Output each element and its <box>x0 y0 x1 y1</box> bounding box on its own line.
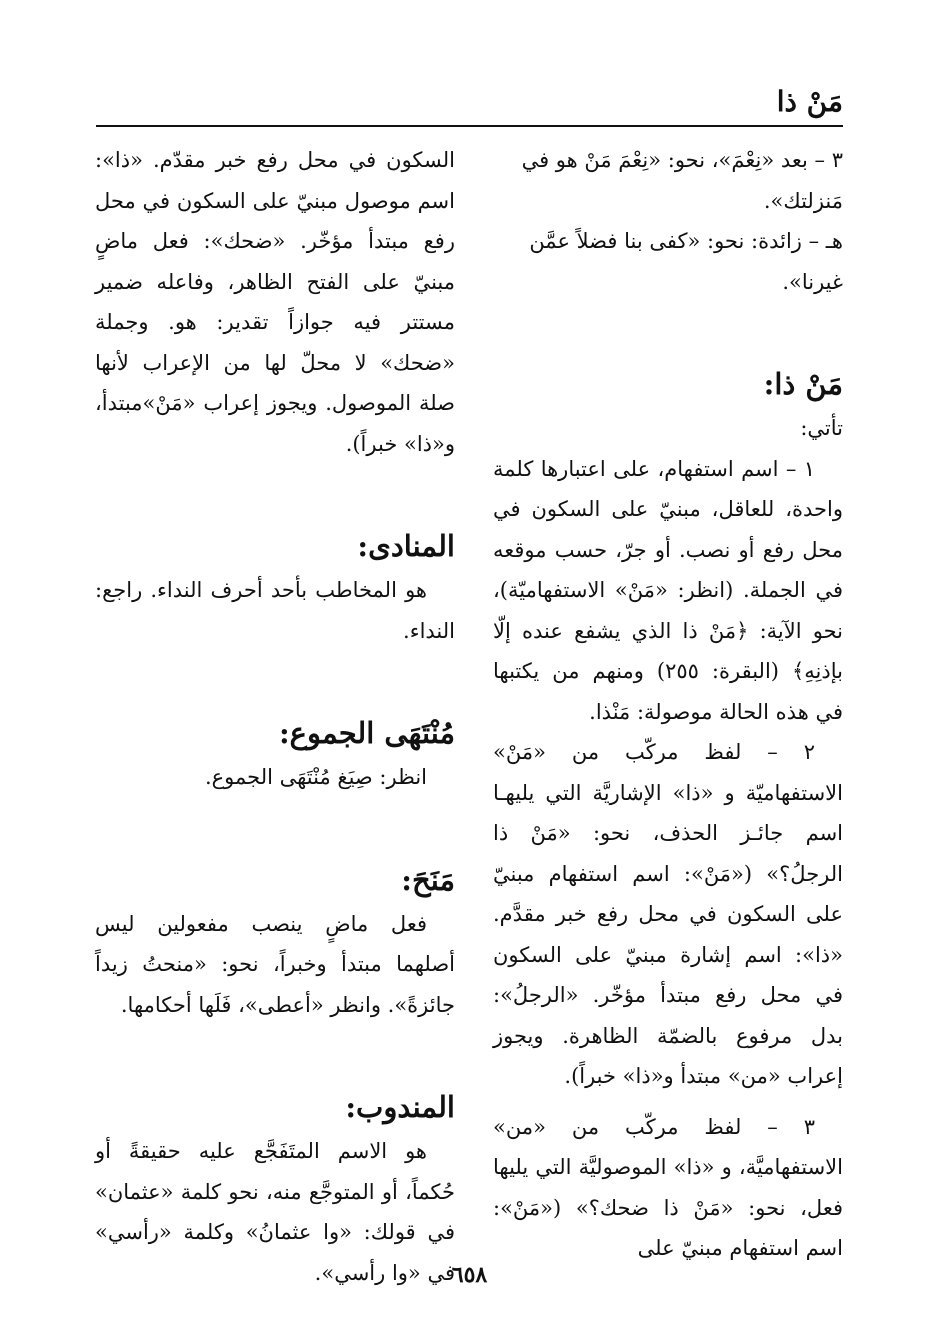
spacer <box>95 1025 455 1083</box>
text-line: مَنزلتك». <box>763 188 843 213</box>
entry-paragraph: فعل ماضٍ ينصب مفعولين ليس أصلهما مبتدأ وخبراً، نحو: «منحتُ زيداً جائزةً». وانظر «أعطى»، فَلَها أحكامها. <box>95 911 455 1017</box>
right-column <box>493 140 843 1269</box>
spacer <box>493 302 843 360</box>
entry-intro: تأتي: <box>800 416 843 440</box>
entry-paragraph: هو الاسم المتَفَجَّع عليه حقيقةً أو حُكماً، أو المتوجَّع منه، نحو كلمة «عثمان» في قولك: «وا عثمانُ» وكلمة «رأسي» في «وا رأسي». <box>95 1139 455 1285</box>
text-line: هـ – زائدة: نحو: «كفى بنا فضلاً عمَّن <box>529 229 843 253</box>
entry-title-muntaha: مُنْتَهَى الجموع: <box>278 716 455 750</box>
entry-title-manaha: مَنَحَ: <box>401 862 455 897</box>
entry-title-man-dha: مَنْ ذا: <box>763 367 843 401</box>
entry-paragraph: انظر: صِيَغ مُنْتَهَى الجموع. <box>204 765 427 789</box>
entry-title-munada: المنادى: <box>357 529 455 563</box>
text-line: غيرنا». <box>782 269 843 294</box>
spacer <box>493 1097 843 1107</box>
entry-paragraph: ٣ – لفظ مركّب من «من» الاستفهاميَّة، و «ذا» الموصوليَّة التي يليها فعل، نحو: «مَنْ ذا ضحك؟» («مَنْ»: اسم استفهام مبنيّ على <box>493 1114 843 1260</box>
entry-paragraph: ١ – اسم استفهام، على اعتبارها كلمة واحدة، للعاقل، مبنيّ على السكون في محل رفع أو نصب. أو جرّ، حسب موقعه في الجملة. (انظر: «مَنْ» الاستفهاميّة)، نحو الآية: ﴿مَنْ ذا الذي يشفع عنده إلّا بإذنِهِ﴾ (البقرة: ٢٥٥) ومنهم من يكتبها في هذه الحالة موصولة: مَنْذا. <box>493 456 843 724</box>
entry-paragraph: هو المخاطب بأحد أحرف النداء. راجع: النداء. <box>95 578 455 643</box>
left-column <box>95 140 455 1293</box>
entry-paragraph: ٢ – لفظ مركّب من «مَنْ» الاستفهاميّة و «ذا» الإشاريَّة التي يليهـا اسم جائـز الحذف، نحو: «مَنْ ذا الرجلُ؟» («مَنْ»: اسم استفهام مبنيّ على السكون في محل رفع خبر مقدَّم. «ذا»: اسم إشارة مبنيّ على السكون في محل رفع مبتدأ مؤخّر. «الرجلُ»: بدل مرفوع بالضمّة الظاهرة. ويجوز إعراب «من» مبتدأ و«ذا» خبراً). <box>493 740 843 1088</box>
header-rule <box>96 125 843 127</box>
page-number: ٦٥٨ <box>451 1262 488 1288</box>
spacer <box>95 464 455 522</box>
spacer <box>95 798 455 856</box>
running-head: مَنْ ذا <box>776 85 843 118</box>
spacer <box>95 651 455 709</box>
entry-title-mandub: المندوب: <box>345 1090 455 1124</box>
text-line: ٣ – بعد «نِعْمَ»، نحو: «نِعْمَ مَنْ هو في <box>521 148 843 172</box>
continuation-paragraph: السكون في محل رفع خبر مقدّم. «ذا»: اسم موصول مبنيّ على السكون في محل رفع مبتدأ مؤخّر. «ضحك»: فعل ماضٍ مبنيّ على الفتح الظاهر، وفاعله ضمير مستتر فيه جوازاً تقدير: هو. وجملة «ضحك» لا محلّ لها من الإعراب لأنها صلة الموصول. ويجوز إعراب «مَنْ»مبتدأ، و«ذا» خبراً). <box>95 148 455 456</box>
